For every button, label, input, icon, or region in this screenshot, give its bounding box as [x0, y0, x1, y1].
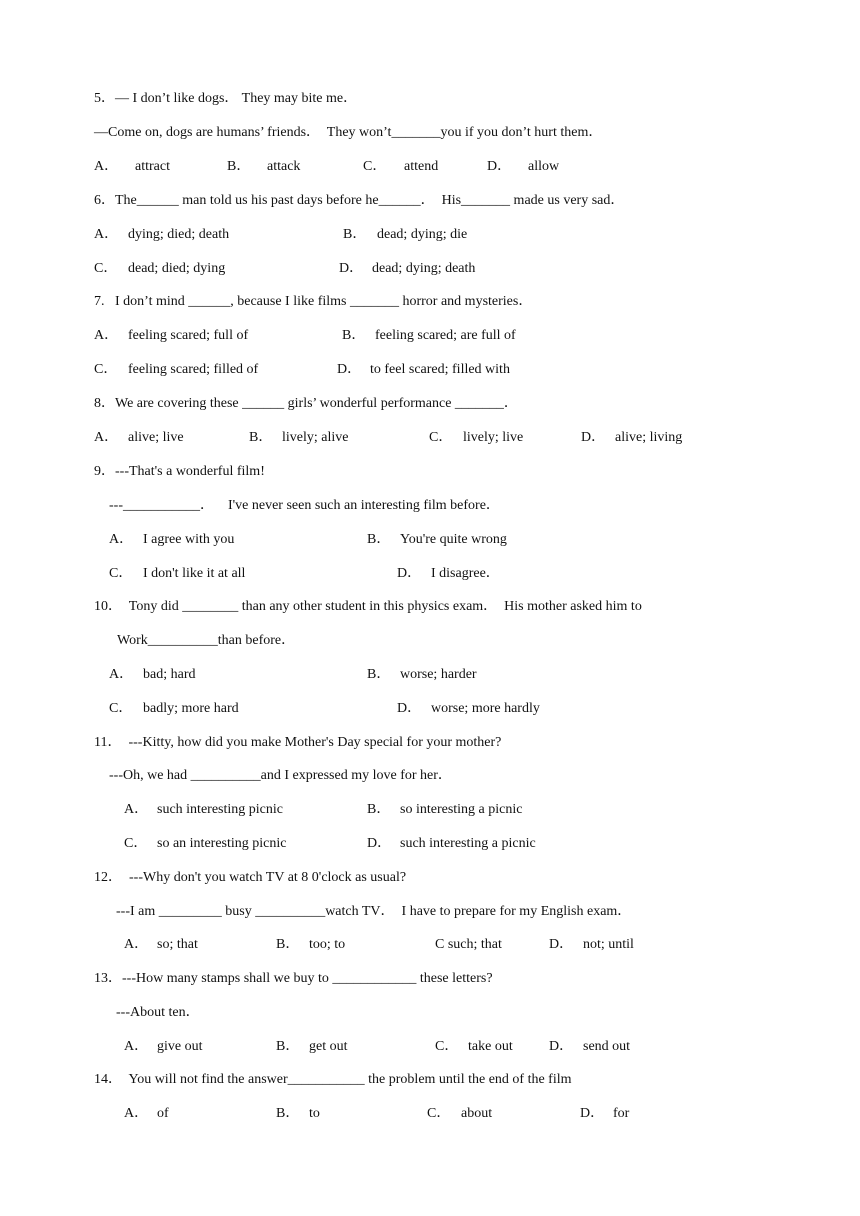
q14-option-c-letter: C．: [427, 1106, 451, 1121]
q6-stem: 6．The______ man told us his past days before he______． His_______ made us very sad．: [94, 193, 625, 208]
q11-option-d-letter: D．: [367, 836, 392, 851]
q10-stem-1: 10． Tony did ________ than any other student in this physics exam． His mother asked him to: [94, 599, 642, 614]
q13-option-b-letter: B．: [276, 1039, 300, 1054]
q10-option-d: worse; more hardly: [431, 701, 540, 716]
q8-option-b: lively; alive: [282, 430, 349, 445]
q10-stem-2: Work__________than before．: [117, 633, 296, 648]
q7-option-b-letter: B．: [342, 328, 366, 343]
q7-option-d: to feel scared; filled with: [370, 362, 510, 377]
q12-option-b: too; to: [309, 937, 346, 952]
q8-option-c-letter: C．: [429, 430, 453, 445]
q10-option-b-letter: B．: [367, 667, 391, 682]
q13-option-a: give out: [157, 1039, 203, 1054]
q6-option-b-letter: B．: [343, 227, 367, 242]
q10-option-c: badly; more hard: [143, 701, 239, 716]
q12-option-a-letter: A．: [124, 937, 149, 952]
q11-stem-2: ---Oh, we had __________and I expressed my love for her．: [109, 768, 452, 783]
q11-option-d: such interesting a picnic: [400, 836, 536, 851]
q7-option-c: feeling scared; filled of: [128, 362, 259, 377]
q13-option-d: send out: [583, 1039, 631, 1054]
q7-option-c-letter: C．: [94, 362, 118, 377]
q11-stem-1: 11． ---Kitty, how did you make Mother's Day special for your mother?: [94, 735, 502, 750]
q10-option-a: bad; hard: [143, 667, 196, 682]
q6-option-c: dead; died; dying: [128, 261, 226, 276]
q9-stem-2: ---___________． I've never seen such an interesting film before．: [109, 498, 500, 513]
q7-option-b: feeling scared; are full of: [375, 328, 516, 343]
q5-option-d: allow: [528, 159, 560, 174]
q14-option-d-letter: D．: [580, 1106, 605, 1121]
q13-option-c: take out: [468, 1039, 513, 1054]
q10-option-d-letter: D．: [397, 701, 422, 716]
q14-option-c: about: [461, 1106, 493, 1121]
q9-option-c: I don't like it at all: [143, 566, 246, 581]
q13-stem-2: ---About ten．: [116, 1005, 200, 1020]
q11-option-c-letter: C．: [124, 836, 148, 851]
q9-option-d-letter: D．: [397, 566, 422, 581]
q14-option-d: for: [613, 1106, 630, 1121]
q7-option-a: feeling scared; full of: [128, 328, 249, 343]
q9-option-d: I disagree．: [431, 566, 500, 581]
q11-option-b: so interesting a picnic: [400, 802, 523, 817]
q6-option-a: dying; died; death: [128, 227, 230, 242]
q5-option-b: attack: [267, 159, 301, 174]
q9-option-b-letter: B．: [367, 532, 391, 547]
q12-stem-2: ---I am _________ busy __________watch TV． I have to prepare for my English exam．: [116, 904, 632, 919]
q12-stem-1: 12． ---Why don't you watch TV at 8 0'clock as usual?: [94, 870, 407, 885]
q14-option-b: to: [309, 1106, 320, 1121]
q14-option-a-letter: A．: [124, 1106, 149, 1121]
q13-option-b: get out: [309, 1039, 348, 1054]
q8-option-c: lively; live: [463, 430, 524, 445]
q13-option-a-letter: A．: [124, 1039, 149, 1054]
q11-option-a: such interesting picnic: [157, 802, 283, 817]
q5-option-a: attract: [135, 159, 170, 174]
q8-option-a-letter: A．: [94, 430, 119, 445]
q6-option-a-letter: A．: [94, 227, 119, 242]
q12-option-b-letter: B．: [276, 937, 300, 952]
q13-option-c-letter: C．: [435, 1039, 459, 1054]
q10-option-a-letter: A．: [109, 667, 134, 682]
q13-stem-1: 13．---How many stamps shall we buy to ____________ these letters?: [94, 971, 493, 986]
q6-option-d: dead; dying; death: [372, 261, 476, 276]
q12-option-a: so; that: [157, 937, 198, 952]
q6-option-c-letter: C．: [94, 261, 118, 276]
q9-option-c-letter: C．: [109, 566, 133, 581]
q9-option-b: You're quite wrong: [400, 532, 507, 547]
q11-option-b-letter: B．: [367, 802, 391, 817]
q9-option-a: I agree with you: [143, 532, 235, 547]
q10-option-c-letter: C．: [109, 701, 133, 716]
q13-option-d-letter: D．: [549, 1039, 574, 1054]
q5-stem-2: —Come on, dogs are humans’ friends． They won’t_______you if you don’t hurt them．: [94, 125, 603, 140]
q7-stem: 7. I don’t mind ______, because I like films _______ horror and mysteries．: [94, 294, 533, 309]
q11-option-c: so an interesting picnic: [157, 836, 287, 851]
q8-option-b-letter: B．: [249, 430, 273, 445]
q7-option-d-letter: D．: [337, 362, 362, 377]
q8-option-d-letter: D．: [581, 430, 606, 445]
q12-option-d: not; until: [583, 937, 634, 952]
q5-option-c-letter: C．: [363, 159, 387, 174]
q8-option-d: alive; living: [615, 430, 683, 445]
q6-option-d-letter: D．: [339, 261, 364, 276]
q5-option-a-letter: A．: [94, 159, 119, 174]
q8-option-a: alive; live: [128, 430, 184, 445]
q11-option-a-letter: A．: [124, 802, 149, 817]
q6-option-b: dead; dying; die: [377, 227, 468, 242]
q5-stem-1: 5．— I don’t like dogs． They may bite me．: [94, 91, 358, 106]
q14-stem: 14． You will not find the answer___________ the problem until the end of the film: [94, 1072, 572, 1087]
q9-option-a-letter: A．: [109, 532, 134, 547]
q7-option-a-letter: A．: [94, 328, 119, 343]
q12-option-d-letter: D．: [549, 937, 574, 952]
q10-option-b: worse; harder: [400, 667, 477, 682]
q5-option-d-letter: D．: [487, 159, 512, 174]
q5-option-c: attend: [404, 159, 439, 174]
q12-option-c: C such; that: [435, 937, 502, 952]
q14-option-b-letter: B．: [276, 1106, 300, 1121]
q8-stem: 8．We are covering these ______ girls’ wonderful performance _______．: [94, 396, 518, 411]
q14-option-a: of: [157, 1106, 169, 1121]
q9-stem-1: 9．---That's a wonderful film!: [94, 464, 265, 479]
q5-option-b-letter: B．: [227, 159, 251, 174]
